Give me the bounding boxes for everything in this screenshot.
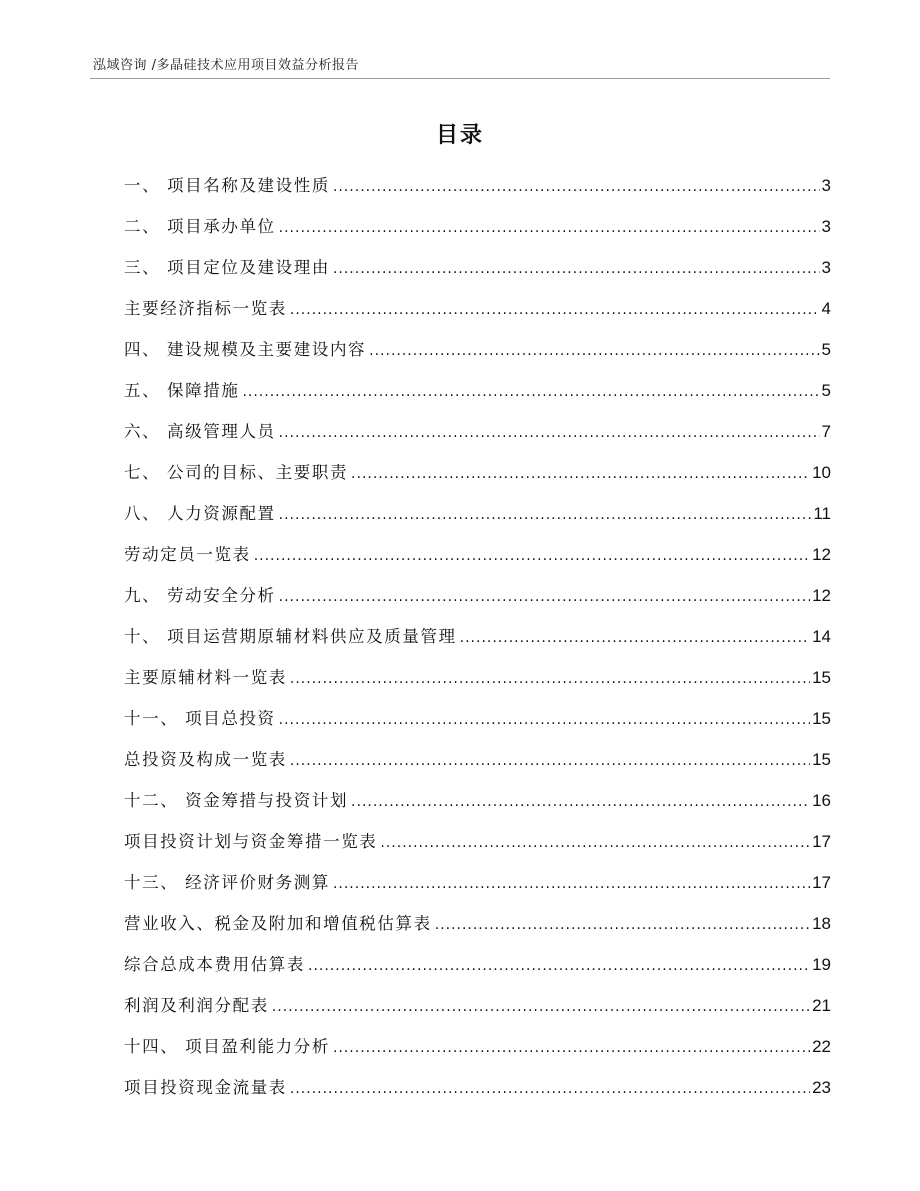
- toc-entry-label: 八、 人力资源配置: [124, 504, 276, 523]
- toc-page-number: 19: [812, 955, 831, 974]
- toc-entry[interactable]: [124, 581, 831, 622]
- toc-dot-leader: [333, 869, 810, 899]
- toc-entry-label: 十二、 资金筹措与投资计划: [124, 791, 349, 810]
- toc-page-number: 5: [821, 340, 831, 359]
- toc-entry[interactable]: [124, 663, 831, 704]
- table-of-contents: [124, 171, 831, 1114]
- toc-entry[interactable]: [124, 1073, 831, 1114]
- toc-entry[interactable]: [124, 786, 831, 827]
- toc-dot-leader: [254, 541, 810, 571]
- toc-entry[interactable]: [124, 499, 831, 540]
- toc-dot-leader: [242, 377, 819, 407]
- toc-entry-label: 利润及利润分配表: [124, 996, 269, 1015]
- toc-dot-leader: [460, 623, 810, 653]
- toc-entry-label: 十一、 项目总投资: [124, 709, 276, 728]
- toc-entry-label: 项目投资现金流量表: [124, 1078, 287, 1097]
- toc-page-number: 14: [812, 627, 831, 646]
- toc-entry-label: 二、 项目承办单位: [124, 217, 276, 236]
- toc-entry[interactable]: [124, 171, 831, 212]
- toc-entry-label: 主要原辅材料一览表: [124, 668, 287, 687]
- toc-page-number: 15: [812, 750, 831, 769]
- toc-entry[interactable]: [124, 827, 831, 868]
- toc-page-number: 10: [812, 463, 831, 482]
- toc-dot-leader: [279, 582, 810, 612]
- toc-page-number: 15: [812, 709, 831, 728]
- toc-entry-label: 主要经济指标一览表: [124, 299, 287, 318]
- toc-entry-label: 七、 公司的目标、主要职责: [124, 463, 349, 482]
- toc-page-number: 21: [812, 996, 831, 1015]
- toc-dot-leader: [351, 787, 810, 817]
- toc-entry-label: 项目投资计划与资金筹措一览表: [124, 832, 378, 851]
- toc-page-number: 17: [812, 873, 831, 892]
- toc-entry-label: 九、 劳动安全分析: [124, 586, 276, 605]
- page-title: 目录: [435, 123, 484, 148]
- toc-dot-leader: [435, 910, 810, 940]
- toc-entry-label: 十、 项目运营期原辅材料供应及质量管理: [124, 627, 457, 646]
- toc-page-number: 3: [821, 176, 831, 195]
- toc-page-number: 23: [812, 1078, 831, 1097]
- toc-entry-label: 十四、 项目盈利能力分析: [124, 1037, 330, 1056]
- toc-entry-label: 总投资及构成一览表: [124, 750, 287, 769]
- toc-dot-leader: [369, 336, 819, 366]
- toc-page-number: 12: [812, 586, 831, 605]
- toc-entry[interactable]: [124, 868, 831, 909]
- toc-entry[interactable]: [124, 622, 831, 663]
- running-header: 泓域咨询 /多晶硅技术应用项目效益分析报告: [93, 58, 360, 73]
- toc-entry-label: 一、 项目名称及建设性质: [124, 176, 330, 195]
- toc-entry-label: 五、 保障措施: [124, 381, 240, 400]
- toc-dot-leader: [333, 172, 820, 202]
- toc-page-number: 18: [812, 914, 831, 933]
- toc-entry[interactable]: [124, 991, 831, 1032]
- toc-page-number: 7: [821, 422, 831, 441]
- toc-entry[interactable]: [124, 745, 831, 786]
- toc-entry[interactable]: [124, 253, 831, 294]
- toc-dot-leader: [290, 295, 820, 325]
- toc-page-number: 17: [812, 832, 831, 851]
- toc-page-number: 16: [812, 791, 831, 810]
- toc-page-number: 5: [821, 381, 831, 400]
- toc-entry[interactable]: [124, 212, 831, 253]
- toc-entry[interactable]: [124, 704, 831, 745]
- toc-entry-label: 六、 高级管理人员: [124, 422, 276, 441]
- toc-dot-leader: [290, 1074, 810, 1104]
- toc-page-number: 12: [812, 545, 831, 564]
- toc-dot-leader: [351, 459, 810, 489]
- toc-entry[interactable]: [124, 909, 831, 950]
- toc-dot-leader: [272, 992, 810, 1022]
- toc-dot-leader: [279, 705, 810, 735]
- toc-entry-label: 十三、 经济评价财务测算: [124, 873, 330, 892]
- toc-entry-label: 综合总成本费用估算表: [124, 955, 305, 974]
- toc-entry[interactable]: [124, 950, 831, 991]
- toc-dot-leader: [308, 951, 810, 981]
- toc-dot-leader: [290, 746, 810, 776]
- toc-entry-label: 营业收入、税金及附加和增值税估算表: [124, 914, 432, 933]
- toc-page-number: 15: [812, 668, 831, 687]
- toc-entry[interactable]: [124, 294, 831, 335]
- toc-entry-label: 劳动定员一览表: [124, 545, 251, 564]
- toc-entry[interactable]: [124, 540, 831, 581]
- toc-entry[interactable]: [124, 335, 831, 376]
- toc-page-number: 4: [821, 299, 831, 318]
- toc-entry[interactable]: [124, 458, 831, 499]
- toc-dot-leader: [279, 500, 812, 530]
- toc-dot-leader: [290, 664, 810, 694]
- toc-entry-label: 四、 建设规模及主要建设内容: [124, 340, 367, 359]
- toc-dot-leader: [380, 828, 810, 858]
- toc-page-number: 11: [813, 504, 831, 523]
- toc-entry[interactable]: [124, 1032, 831, 1073]
- toc-entry[interactable]: [124, 417, 831, 458]
- toc-page-number: 22: [812, 1037, 831, 1056]
- toc-dot-leader: [279, 418, 820, 448]
- toc-dot-leader: [279, 213, 820, 243]
- toc-dot-leader: [333, 1033, 810, 1063]
- toc-page-number: 3: [821, 258, 831, 277]
- toc-entry[interactable]: [124, 376, 831, 417]
- toc-dot-leader: [333, 254, 820, 284]
- toc-entry-label: 三、 项目定位及建设理由: [124, 258, 330, 277]
- toc-page-number: 3: [821, 217, 831, 236]
- header-divider: [90, 78, 830, 79]
